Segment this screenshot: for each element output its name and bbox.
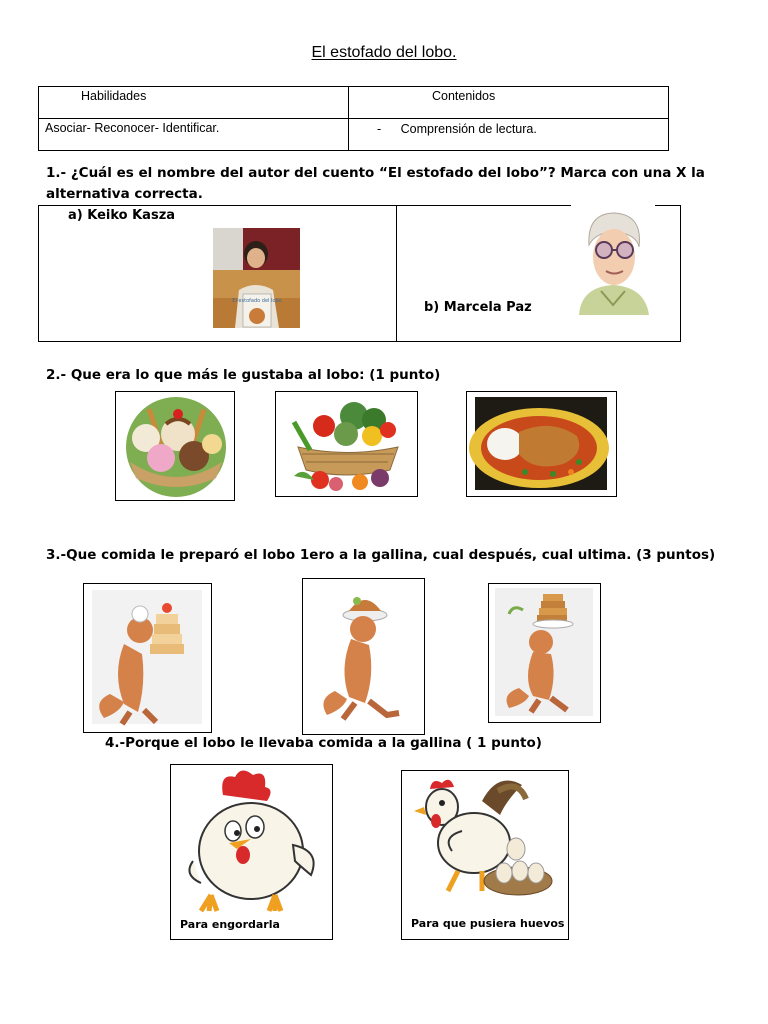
keiko-kasza-photo[interactable] [213, 228, 300, 328]
table-cell [39, 119, 349, 151]
ice-cream-option[interactable] [115, 391, 235, 501]
laying-hen-option[interactable] [401, 770, 569, 940]
wolf-pancakes-option[interactable] [302, 578, 425, 735]
question-3: 3.-Que comida le preparó el lobo 1ero a la gallina, cual después, cual ultima. (3 puntos) [46, 547, 716, 563]
option-a-label[interactable]: a) Keiko Kasza [68, 208, 176, 223]
header-habilidades: Habilidades [81, 89, 147, 103]
table-header-cell [349, 87, 669, 119]
caption-para-engordarla: Para engordarla [180, 918, 280, 931]
book-title-text: El estofado del lobo [232, 298, 282, 304]
contents-value: Comprensión de lectura. [400, 122, 537, 136]
question-4: 4.-Porque el lobo le llevaba comida a la gallina ( 1 punto) [105, 735, 542, 751]
header-contenidos: Contenidos [432, 89, 496, 103]
marcela-paz-illustration[interactable] [571, 205, 655, 315]
wolf-cake-option[interactable] [83, 583, 212, 733]
option-b-label[interactable]: b) Marcela Paz [424, 300, 532, 315]
skills-value: Asociar- Reconocer- Identificar. [45, 121, 220, 135]
table-cell [349, 119, 669, 151]
question-2: 2.- Que era lo que más le gustaba al lobo: (1 punto) [46, 367, 441, 383]
table-row [39, 119, 669, 151]
skills-table [38, 86, 669, 151]
question-1: 1.- ¿Cuál es el nombre del autor del cuento “El estofado del lobo”? Marca con una X la alternativa correcta. [46, 165, 705, 202]
options-divider [396, 206, 397, 341]
bullet-dash: - [377, 122, 382, 136]
fat-hen-option[interactable] [170, 764, 333, 940]
table-header-cell [39, 87, 349, 119]
stew-option[interactable] [466, 391, 617, 497]
vegetables-option[interactable] [275, 391, 418, 497]
caption-para-que-pusiera-huevos: Para que pusiera huevos [411, 917, 565, 930]
page-title: El estofado del lobo. [311, 44, 457, 61]
table-header-row [39, 87, 669, 119]
wolf-stack-option[interactable] [488, 583, 601, 723]
